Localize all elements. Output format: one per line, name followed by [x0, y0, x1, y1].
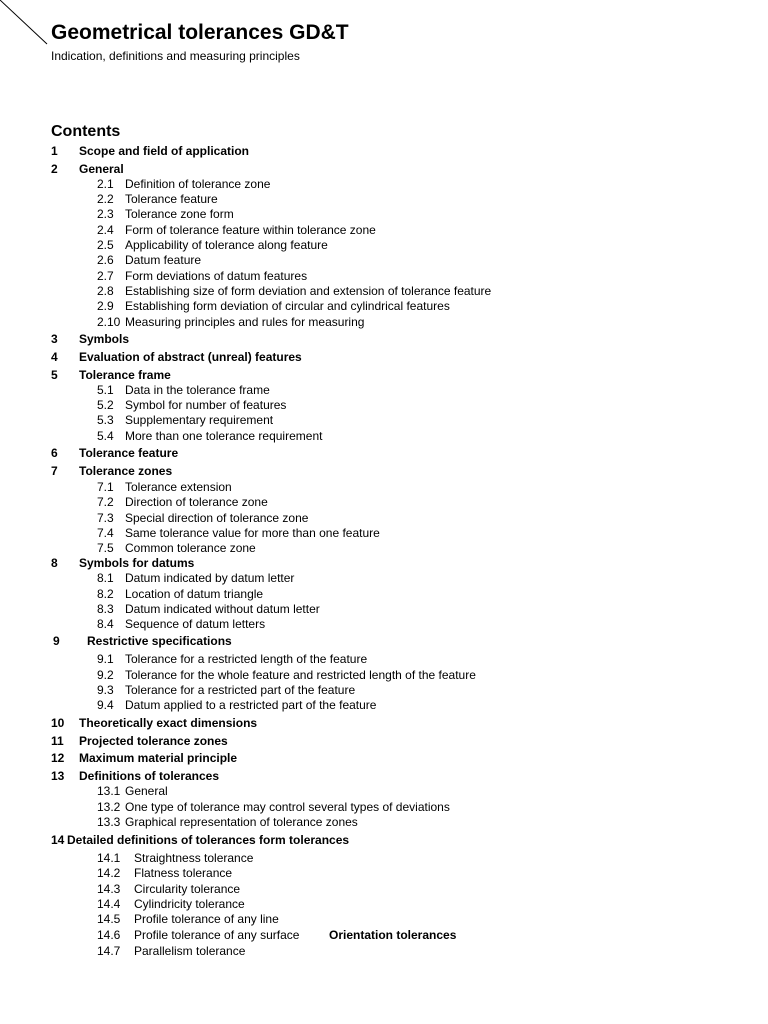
toc-entry-number: 5.2	[97, 398, 114, 412]
toc-entry-label: General	[125, 784, 168, 798]
toc-entry-number: 9	[53, 634, 60, 648]
toc-entry-number: 2.9	[97, 299, 114, 313]
toc-entry-number: 14.3	[97, 882, 121, 896]
toc-entry-label: Definition of tolerance zone	[125, 177, 271, 191]
toc-entry-label: Definitions of tolerances	[79, 769, 220, 783]
toc-entry-number: 14.2	[97, 866, 121, 880]
toc-entry-label: Flatness tolerance	[134, 866, 233, 880]
toc-entry-label: Measuring principles and rules for measuring	[125, 315, 365, 329]
toc-entry-label: Tolerance for a restricted length of the feature	[125, 652, 368, 666]
toc-entry-number: 5	[51, 368, 58, 382]
toc-entry-label: Evaluation of abstract (unreal) features	[79, 350, 302, 364]
toc-entry-label: Detailed definitions of tolerances form tolerances	[67, 833, 350, 847]
toc-entry-number: 12	[51, 751, 65, 765]
toc-entry-number: 8.4	[97, 617, 114, 631]
toc-entry-number: 7.3	[97, 511, 114, 525]
toc-entry-label: Tolerance for the whole feature and restricted length of the feature	[125, 668, 476, 682]
toc-entry-label: Datum indicated by datum letter	[125, 571, 295, 585]
toc-entry-label: Applicability of tolerance along feature	[125, 238, 328, 252]
toc-entry-number: 14.4	[97, 897, 121, 911]
toc-entry-label: Tolerance frame	[79, 368, 171, 382]
toc-entry-number: 2.5	[97, 238, 114, 252]
toc-entry-label: Circularity tolerance	[134, 882, 241, 896]
toc-entry-number: 2.6	[97, 253, 114, 267]
orientation-tolerances-heading: Orientation tolerances	[329, 928, 457, 942]
toc-entry-label: Location of datum triangle	[125, 587, 264, 601]
toc-entry-label: Theoretically exact dimensions	[79, 716, 258, 730]
toc-entry-label: Profile tolerance of any line	[134, 912, 279, 926]
toc-entry-label: Tolerance zones	[79, 464, 173, 478]
toc-entry-number: 14.7	[97, 944, 121, 958]
toc-entry-label: Establishing size of form deviation and extension of tolerance feature	[125, 284, 492, 298]
toc-entry-label: Scope and field of application	[79, 144, 250, 158]
toc-entry-number: 14.5	[97, 912, 121, 926]
toc-entry-number: 10	[51, 716, 65, 730]
toc-entry-number: 2.4	[97, 223, 114, 237]
contents-heading: Contents	[51, 123, 121, 140]
toc-entry-label: Tolerance for a restricted part of the feature	[125, 683, 356, 697]
toc-entry-number: 7.5	[97, 541, 114, 555]
toc-entry-label: Form of tolerance feature within tolerance zone	[125, 223, 376, 237]
toc-entry-number: 9.4	[97, 698, 114, 712]
toc-entry-number: 14.1	[97, 851, 121, 865]
toc-entry-number: 13.1	[97, 784, 121, 798]
toc-entry-number: 14	[51, 833, 65, 847]
toc-entry-number: 1	[51, 144, 58, 158]
toc-entry-number: 7.2	[97, 495, 114, 509]
toc-entry-number: 13	[51, 769, 65, 783]
toc-entry-label: Maximum material principle	[79, 751, 238, 765]
toc-entry-number: 2	[51, 162, 58, 176]
toc-entry-label: Graphical representation of tolerance zones	[125, 815, 358, 829]
toc-entry-label: Same tolerance value for more than one feature	[125, 526, 380, 540]
toc-entry-number: 2.10	[97, 315, 121, 329]
toc-entry-number: 13.3	[97, 815, 121, 829]
toc-entry-number: 4	[51, 350, 58, 364]
toc-entry-number: 2.2	[97, 192, 114, 206]
toc-entry-label: Common tolerance zone	[125, 541, 256, 555]
toc-entry-label: Form deviations of datum features	[125, 269, 308, 283]
toc-entry-label: Tolerance feature	[125, 192, 218, 206]
toc-entry-label: Direction of tolerance zone	[125, 495, 268, 509]
toc-entry-label: Datum feature	[125, 253, 202, 267]
toc-entry-number: 8	[51, 556, 58, 570]
toc-entry-label: Tolerance zone form	[125, 207, 234, 221]
toc-entry-label: Parallelism tolerance	[134, 944, 246, 958]
toc-entry-number: 6	[51, 446, 58, 460]
toc-entry-label: Profile tolerance of any surface	[134, 928, 300, 942]
document-title: Geometrical tolerances GD&T	[51, 21, 349, 44]
toc-entry-number: 2.8	[97, 284, 114, 298]
toc-entry-label: More than one tolerance requirement	[125, 429, 323, 443]
toc-entry-number: 2.3	[97, 207, 114, 221]
toc-entry-label: Establishing form deviation of circular and cylindrical features	[125, 299, 450, 313]
toc-entry-number: 5.3	[97, 413, 114, 427]
toc-entry-label: Cylindricity tolerance	[134, 897, 245, 911]
toc-entry-label: Projected tolerance zones	[79, 734, 228, 748]
toc-entry-number: 8.2	[97, 587, 114, 601]
toc-entry-number: 11	[51, 734, 64, 748]
toc-entry-label: Symbols for datums	[79, 556, 195, 570]
toc-entry-label: Datum indicated without datum letter	[125, 602, 320, 616]
toc-entry-label: Tolerance feature	[79, 446, 179, 460]
toc-entry-label: Special direction of tolerance zone	[125, 511, 309, 525]
toc-entry-label: Datum applied to a restricted part of the feature	[125, 698, 377, 712]
toc-entry-number: 2.1	[97, 177, 114, 191]
toc-entry-label: Supplementary requirement	[125, 413, 274, 427]
toc-entry-label: General	[79, 162, 124, 176]
toc-entry-number: 8.3	[97, 602, 114, 616]
toc-entry-label: Restrictive specifications	[87, 634, 232, 648]
toc-entry-number: 8.1	[97, 571, 114, 585]
toc-entry-number: 2.7	[97, 269, 114, 283]
toc-entry-label: Symbol for number of features	[125, 398, 287, 412]
toc-entry-number: 5.4	[97, 429, 114, 443]
toc-entry-number: 14.6	[97, 928, 121, 942]
toc-entry-label: Sequence of datum letters	[125, 617, 266, 631]
toc-entry-number: 7	[51, 464, 58, 478]
toc-entry-number: 13.2	[97, 800, 121, 814]
toc-entry-label: Straightness tolerance	[134, 851, 254, 865]
toc-entry-number: 5.1	[97, 383, 114, 397]
toc-entry-number: 9.3	[97, 683, 114, 697]
toc-entry-number: 7.4	[97, 526, 114, 540]
toc-entry-label: Tolerance extension	[125, 480, 232, 494]
toc-entry-label: One type of tolerance may control several types of deviations	[125, 800, 450, 814]
toc-entry-label: Symbols	[79, 332, 130, 346]
toc-entry-number: 3	[51, 332, 58, 346]
toc-entry-number: 9.1	[97, 652, 114, 666]
document-subtitle: Indication, definitions and measuring principles	[51, 49, 300, 63]
toc-entry-number: 7.1	[97, 480, 114, 494]
toc-entry-label: Data in the tolerance frame	[125, 383, 270, 397]
toc-entry-number: 9.2	[97, 668, 114, 682]
